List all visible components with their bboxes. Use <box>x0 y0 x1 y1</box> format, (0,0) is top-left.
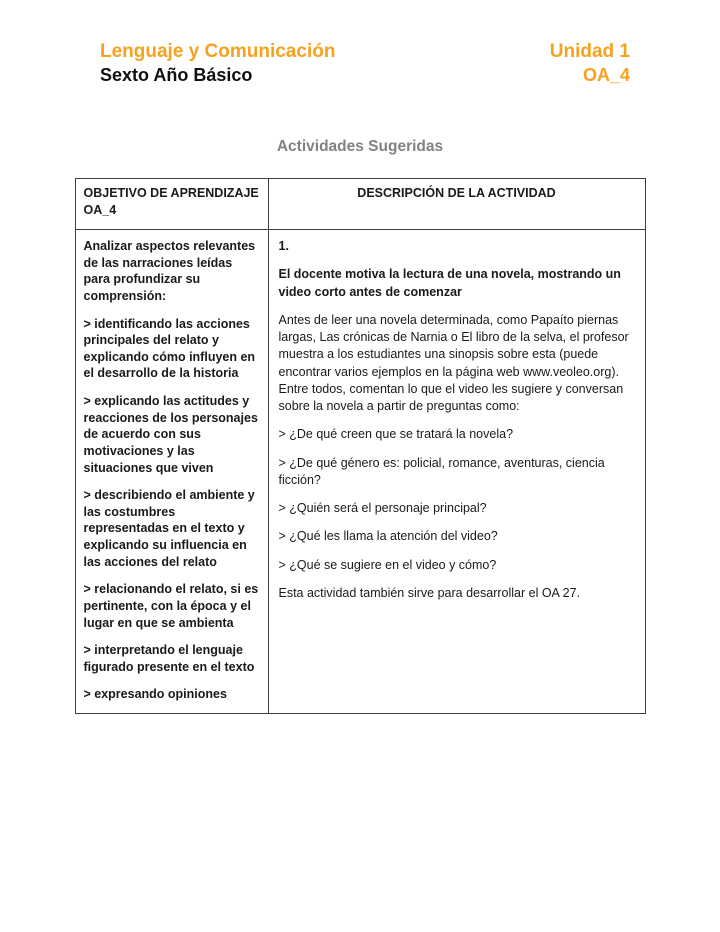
activity-question: > ¿De qué género es: policial, romance, aventuras, ciencia ficción? <box>278 455 605 487</box>
description-column-header: DESCRIPCIÓN DE LA ACTIVIDAD <box>268 179 645 230</box>
subject-title: Lenguaje y Comunicación <box>100 41 336 62</box>
activity-number: 1. <box>278 239 289 253</box>
activity-footer-note: Esta actividad también sirve para desarrollar el OA 27. <box>278 585 581 600</box>
objective-paragraph: > describiendo el ambiente y las costumbres representadas en el texto y explicando su influencia en las acciones del relato <box>83 488 255 569</box>
objective-column-header: OBJETIVO DE APRENDIZAJE OA_4 <box>75 179 268 230</box>
activities-table <box>75 178 646 714</box>
oa-label: OA_4 <box>582 64 630 85</box>
activity-question: > ¿Qué les llama la atención del video? <box>278 529 498 544</box>
objective-paragraph: > explicando las actitudes y reacciones de los personajes de acuerdo con sus motivaciones y las situaciones que viven <box>83 394 258 475</box>
objective-cell <box>75 230 268 714</box>
objective-paragraph: > interpretando el lenguaje figurado presente en el texto <box>83 643 255 674</box>
document-header <box>0 0 720 86</box>
grade-label: Sexto Año Básico <box>100 64 253 85</box>
objective-paragraph: Analizar aspectos relevantes de las narraciones leídas para profundizar su comprensión: <box>83 239 256 303</box>
table-header-row <box>75 179 645 230</box>
objective-paragraph: > expresando opiniones <box>83 687 227 702</box>
activity-description-cell <box>268 230 645 714</box>
page-title: Actividades Sugeridas <box>276 138 444 156</box>
activity-question: > ¿Qué se sugiere en el video y cómo? <box>278 557 497 572</box>
table-body-row <box>75 230 645 714</box>
activity-intro: Antes de leer una novela determinada, como Papaíto piernas largas, Las crónicas de Narnia o El libro de la selva, el profesor muestra a los estudiantes una sinopsis sobre esta (puede encontrar varios ejemplos en la página web www.veoleo.org). Entre todos, comentan lo que el video les sugiere y conversan sobre la novela a partir de preguntas como: <box>278 312 629 413</box>
activity-question: > ¿Quién será el personaje principal? <box>278 501 487 515</box>
objective-paragraph: > identificando las acciones principales del relato y explicando cómo influyen en el desarrollo de la historia <box>83 316 256 381</box>
unit-label: Unidad 1 <box>549 41 630 62</box>
activity-heading: El docente motiva la lectura de una novela, mostrando un video corto antes de comenzar <box>278 267 621 299</box>
activity-question: > ¿De qué creen que se tratará la novela? <box>278 427 514 442</box>
objective-paragraph: > relacionando el relato, si es pertinente, con la época y el lugar en que se ambienta <box>83 582 259 630</box>
